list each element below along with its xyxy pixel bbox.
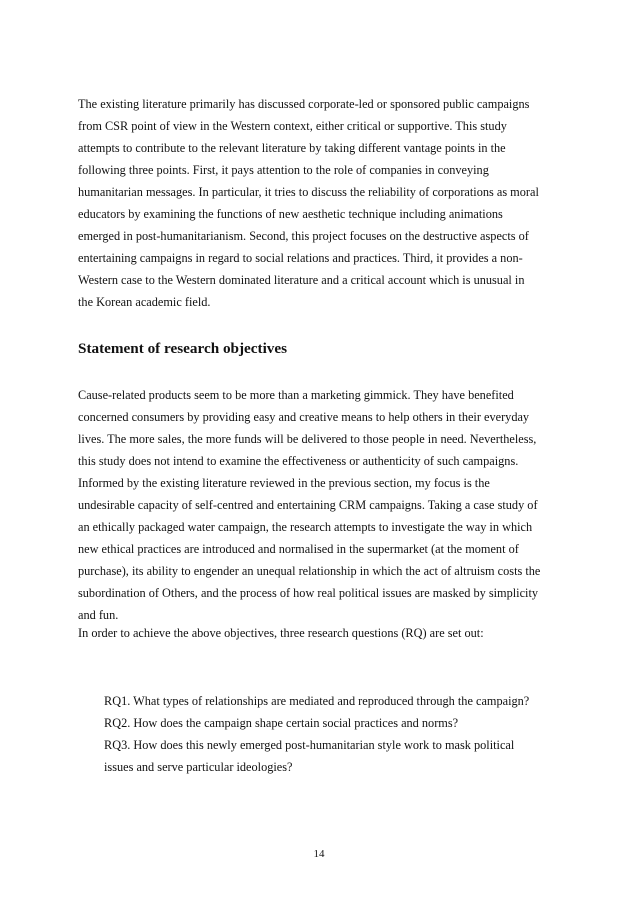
research-question: RQ3. How does this newly emerged post-humanitarian style work to mask political bbox=[104, 738, 515, 752]
paragraph-line: emerged in post-humanitarianism. Second, this project focuses on the destructive aspects of bbox=[78, 229, 529, 243]
paragraph-line: concerned consumers by providing easy and creative means to help others in their everyday bbox=[78, 410, 530, 424]
paragraph-objectives bbox=[78, 384, 562, 626]
paragraph-line: purchase), its ability to engender an unequal relationship in which the act of altruism costs the bbox=[78, 564, 541, 578]
paragraph-line: subordination of Others, and the process of how real political issues are masked by simplicity bbox=[78, 586, 539, 600]
page-number: 14 bbox=[313, 848, 325, 860]
paragraph-line: following three points. First, it pays attention to the role of companies in conveying bbox=[78, 163, 489, 177]
paragraph-line: this study does not intend to examine the effectiveness or authenticity of such campaigns. bbox=[78, 454, 519, 468]
paragraph-line: an ethically packaged water campaign, the research attempts to investigate the way in which bbox=[78, 520, 533, 534]
research-question: RQ2. How does the campaign shape certain social practices and norms? bbox=[104, 716, 459, 730]
research-questions-list bbox=[104, 690, 564, 778]
paragraph-line: lives. The more sales, the more funds will be delivered to those people in need. Nevertheless, bbox=[78, 432, 537, 446]
paragraph-line: humanitarian messages. In particular, it tries to discuss the reliability of corporations as moral bbox=[78, 185, 539, 199]
research-question: RQ1. What types of relationships are mediated and reproduced through the campaign? bbox=[104, 694, 530, 708]
paragraph-literature bbox=[78, 93, 562, 313]
paragraph-line: In order to achieve the above objectives, three research questions (RQ) are set out: bbox=[78, 626, 484, 640]
paragraph-line: from CSR point of view in the Western context, either critical or supportive. This study bbox=[78, 119, 507, 133]
paragraph-line: educators by examining the functions of new aesthetic technique including animations bbox=[78, 207, 503, 221]
paragraph-line: new ethical practices are introduced and normalised in the supermarket (at the moment of bbox=[78, 542, 519, 556]
paragraph-line: Western case to the Western dominated literature and a critical account which is unusual in bbox=[78, 273, 525, 287]
paragraph-line: attempts to contribute to the relevant literature by taking different vantage points in the bbox=[78, 141, 506, 155]
paragraph-line: and fun. bbox=[78, 608, 119, 622]
paragraph-line: The existing literature primarily has discussed corporate-led or sponsored public campaigns bbox=[78, 97, 530, 111]
paragraph-line: Cause-related products seem to be more than a marketing gimmick. They have benefited bbox=[78, 388, 514, 402]
paragraph-line: the Korean academic field. bbox=[78, 295, 211, 309]
research-question: issues and serve particular ideologies? bbox=[104, 760, 293, 774]
section-heading: Statement of research objectives bbox=[78, 340, 288, 357]
paragraph-intro-questions bbox=[78, 622, 562, 644]
paragraph-line: undesirable capacity of self-centred and entertaining CRM campaigns. Taking a case study of bbox=[78, 498, 538, 512]
paragraph-line: Informed by the existing literature reviewed in the previous section, my focus is the bbox=[78, 476, 490, 490]
paragraph-line: entertaining campaigns in regard to social relations and practices. Third, it provides a non- bbox=[78, 251, 523, 265]
